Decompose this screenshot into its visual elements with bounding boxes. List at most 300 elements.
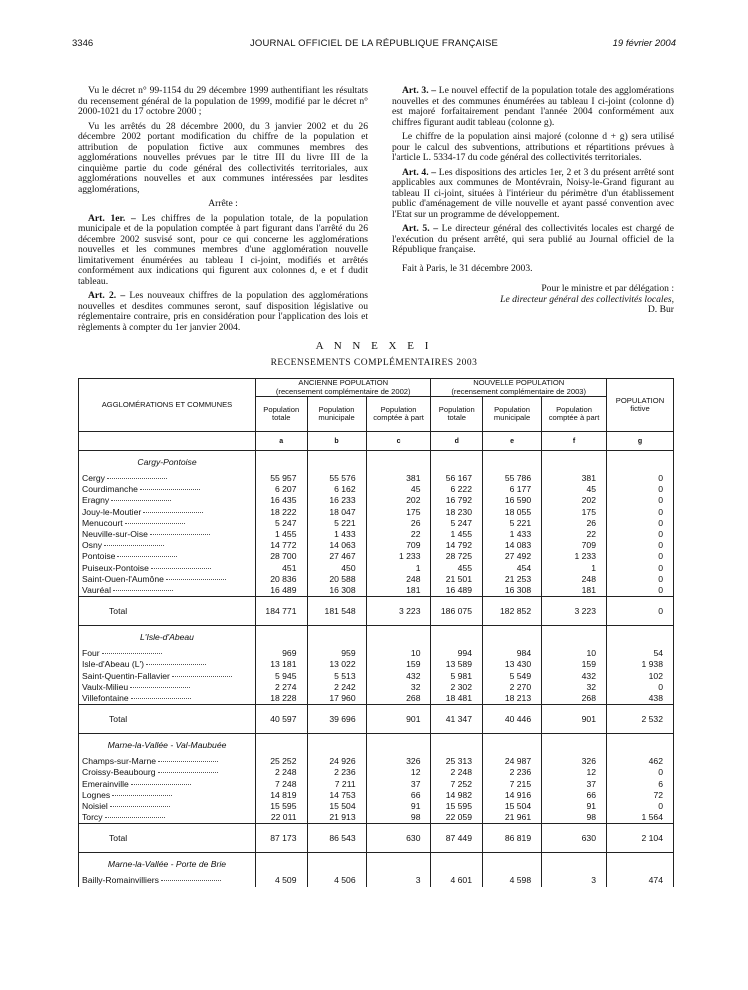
population-cell: 248 bbox=[366, 574, 431, 585]
column-header-f: Population comptée à part bbox=[542, 397, 607, 432]
leader-dots bbox=[158, 772, 218, 773]
population-cell: 25 313 bbox=[431, 756, 483, 767]
population-cell: 14 063 bbox=[307, 540, 366, 551]
total-row bbox=[79, 824, 674, 853]
population-cell: 20 588 bbox=[307, 574, 366, 585]
table-row bbox=[79, 518, 674, 529]
population-cell: 16 792 bbox=[431, 495, 483, 506]
section-blank-cell bbox=[431, 626, 483, 649]
letter-cell: a bbox=[256, 432, 308, 451]
total-label: Total bbox=[79, 705, 256, 734]
section-blank-cell bbox=[607, 451, 674, 474]
column-header-a: Population totale bbox=[256, 397, 308, 432]
population-cell: 27 492 bbox=[482, 551, 541, 562]
commune-name bbox=[79, 693, 256, 705]
population-cell: 55 786 bbox=[482, 473, 541, 484]
population-cell: 0 bbox=[607, 801, 674, 812]
table-row bbox=[79, 682, 674, 693]
population-cell: 102 bbox=[607, 671, 674, 682]
table-row bbox=[79, 790, 674, 801]
population-cell: 21 501 bbox=[431, 574, 483, 585]
population-cell: 1 233 bbox=[366, 551, 431, 562]
table-row bbox=[79, 529, 674, 540]
section-blank-cell bbox=[366, 626, 431, 649]
commune-name bbox=[79, 507, 256, 518]
letter-cell: b bbox=[307, 432, 366, 451]
letter-cell-blank bbox=[79, 432, 256, 451]
population-cell: 4 506 bbox=[307, 875, 366, 886]
population-cell: 994 bbox=[431, 648, 483, 659]
section-blank-cell bbox=[307, 734, 366, 757]
total-row bbox=[79, 705, 674, 734]
commune-name-text: Croissy-Beaubourg bbox=[82, 767, 156, 778]
population-cell: 709 bbox=[542, 540, 607, 551]
table-body bbox=[79, 432, 674, 887]
population-cell: 22 059 bbox=[431, 812, 483, 824]
section-blank-cell bbox=[307, 626, 366, 649]
population-cell: 0 bbox=[607, 682, 674, 693]
article-4 bbox=[392, 168, 674, 221]
population-cell: 18 047 bbox=[307, 507, 366, 518]
total-cell: 0 bbox=[607, 597, 674, 626]
leader-dots bbox=[105, 817, 165, 818]
population-cell: 6 177 bbox=[482, 484, 541, 495]
commune-name bbox=[79, 801, 256, 812]
commune-name-text: Cergy bbox=[82, 473, 105, 483]
column-group-old bbox=[256, 379, 431, 397]
commune-name-text: Isle-d'Abeau (L') bbox=[82, 659, 145, 670]
population-cell: 15 504 bbox=[482, 801, 541, 812]
population-cell: 15 504 bbox=[307, 801, 366, 812]
population-cell: 2 248 bbox=[256, 767, 308, 778]
population-cell: 18 055 bbox=[482, 507, 541, 518]
population-cell: 984 bbox=[482, 648, 541, 659]
table-row bbox=[79, 812, 674, 824]
total-cell: 3 223 bbox=[542, 597, 607, 626]
population-cell: 4 601 bbox=[431, 875, 483, 886]
leader-dots bbox=[143, 512, 203, 513]
section-blank-cell bbox=[256, 451, 308, 474]
column-header-b: Population municipale bbox=[307, 397, 366, 432]
commune-name bbox=[79, 540, 256, 551]
leader-dots bbox=[102, 653, 162, 654]
section-blank-cell bbox=[431, 853, 483, 876]
leader-dots bbox=[117, 556, 177, 557]
column-group-new-title: NOUVELLE POPULATION bbox=[473, 378, 565, 387]
column-header-c: Population comptée à part bbox=[366, 397, 431, 432]
commune-name-text: Pontoise bbox=[82, 551, 116, 562]
population-cell: 7 215 bbox=[482, 779, 541, 790]
table-row bbox=[79, 585, 674, 597]
issue-date: 19 février 2004 bbox=[612, 38, 676, 49]
population-cell: 474 bbox=[607, 875, 674, 886]
article-4-text: Les dispositions des articles 1er, 2 et 3 du présent arrêté sont applicables aux communes de Montévrain, Noisy-le-Grand figurant au tableau II ci-joint, situées à l'intérieur du périmètre d'un établissement public d'aménagement de ville nouvelle et ayant passé convention avec l'Etat sur un programme de développement. bbox=[392, 166, 674, 220]
population-cell: 0 bbox=[607, 563, 674, 574]
population-cell: 454 bbox=[482, 563, 541, 574]
population-cell: 326 bbox=[542, 756, 607, 767]
leader-dots bbox=[104, 545, 164, 546]
section-blank-cell bbox=[542, 853, 607, 876]
population-cell: 0 bbox=[607, 484, 674, 495]
population-cell: 16 308 bbox=[307, 585, 366, 597]
population-cell: 0 bbox=[607, 495, 674, 506]
total-cell: 901 bbox=[542, 705, 607, 734]
total-cell: 901 bbox=[366, 705, 431, 734]
population-cell: 5 221 bbox=[307, 518, 366, 529]
population-cell: 202 bbox=[366, 495, 431, 506]
population-cell: 181 bbox=[542, 585, 607, 597]
leader-dots bbox=[130, 687, 190, 688]
population-cell: 18 213 bbox=[482, 693, 541, 705]
section-blank-cell bbox=[542, 626, 607, 649]
population-cell: 268 bbox=[542, 693, 607, 705]
commune-name-text: Emerainville bbox=[82, 778, 129, 789]
section-blank-cell bbox=[431, 451, 483, 474]
column-header-d: Population totale bbox=[431, 397, 483, 432]
population-cell: 45 bbox=[366, 484, 431, 495]
table-row bbox=[79, 767, 674, 778]
population-cell: 0 bbox=[607, 507, 674, 518]
leader-dots bbox=[166, 579, 226, 580]
table-row bbox=[79, 756, 674, 767]
population-cell: 56 167 bbox=[431, 473, 483, 484]
population-cell: 91 bbox=[542, 801, 607, 812]
signature-title-text: Le directeur général des collectivités locales, bbox=[500, 293, 674, 305]
annexe-subtitle: RECENSEMENTS COMPLÉMENTAIRES 2003 bbox=[270, 358, 478, 368]
leader-dots bbox=[161, 880, 221, 881]
population-cell: 17 960 bbox=[307, 693, 366, 705]
population-cell: 1 433 bbox=[307, 529, 366, 540]
population-cell: 26 bbox=[366, 518, 431, 529]
population-cell: 54 bbox=[607, 648, 674, 659]
total-cell: 630 bbox=[366, 824, 431, 853]
population-cell: 91 bbox=[366, 801, 431, 812]
population-cell: 6 222 bbox=[431, 484, 483, 495]
signature-title bbox=[392, 295, 674, 306]
total-cell: 87 173 bbox=[256, 824, 308, 853]
commune-name bbox=[79, 551, 256, 562]
commune-name bbox=[79, 473, 256, 484]
commune-name bbox=[79, 756, 256, 767]
section-blank-cell bbox=[607, 626, 674, 649]
total-cell: 630 bbox=[542, 824, 607, 853]
commune-name-text: Saint-Quentin-Fallavier bbox=[82, 670, 170, 681]
section-blank-cell bbox=[366, 734, 431, 757]
population-cell: 12 bbox=[366, 767, 431, 778]
population-cell: 450 bbox=[307, 563, 366, 574]
population-cell: 0 bbox=[607, 551, 674, 562]
population-cell: 7 248 bbox=[256, 779, 308, 790]
article-1 bbox=[78, 214, 368, 288]
section-header-row bbox=[79, 451, 674, 474]
commune-name bbox=[79, 648, 256, 659]
commune-name-text: Eragny bbox=[82, 495, 110, 506]
column-letters-row bbox=[79, 432, 674, 451]
section-name: Cargy-Pontoise bbox=[79, 451, 256, 474]
left-text-column bbox=[78, 86, 368, 337]
population-cell: 381 bbox=[366, 473, 431, 484]
total-cell: 86 543 bbox=[307, 824, 366, 853]
population-cell: 0 bbox=[607, 473, 674, 484]
commune-name-text: Vaulx-Milieu bbox=[82, 681, 129, 692]
section-blank-cell bbox=[482, 451, 541, 474]
commune-name-text: Menucourt bbox=[82, 517, 123, 528]
population-cell: 21 253 bbox=[482, 574, 541, 585]
section-header-row bbox=[79, 853, 674, 876]
table-row bbox=[79, 551, 674, 562]
population-cell: 25 252 bbox=[256, 756, 308, 767]
population-cell: 5 549 bbox=[482, 671, 541, 682]
population-cell: 2 270 bbox=[482, 682, 541, 693]
leader-dots bbox=[125, 523, 185, 524]
table-row bbox=[79, 507, 674, 518]
total-label: Total bbox=[79, 824, 256, 853]
population-cell: 16 489 bbox=[431, 585, 483, 597]
commune-name-text: Champs-sur-Marne bbox=[82, 756, 157, 767]
population-cell: 27 467 bbox=[307, 551, 366, 562]
article-2-label: Art. 2. – bbox=[88, 290, 126, 301]
population-cell: 1 233 bbox=[542, 551, 607, 562]
population-cell: 15 595 bbox=[256, 801, 308, 812]
population-cell: 16 435 bbox=[256, 495, 308, 506]
population-cell: 2 302 bbox=[431, 682, 483, 693]
leader-dots bbox=[131, 698, 191, 699]
population-cell: 22 011 bbox=[256, 812, 308, 824]
column-group-new bbox=[431, 379, 607, 397]
commune-name bbox=[79, 518, 256, 529]
signature-name: D. Bur bbox=[647, 304, 674, 315]
total-cell: 87 449 bbox=[431, 824, 483, 853]
population-cell: 18 222 bbox=[256, 507, 308, 518]
population-cell: 22 bbox=[542, 529, 607, 540]
total-cell: 40 446 bbox=[482, 705, 541, 734]
population-cell: 21 913 bbox=[307, 812, 366, 824]
table-row bbox=[79, 484, 674, 495]
population-cell: 1 bbox=[366, 563, 431, 574]
letter-cell: f bbox=[542, 432, 607, 451]
letter-cell: e bbox=[482, 432, 541, 451]
population-cell: 175 bbox=[366, 507, 431, 518]
column-header-e: Population municipale bbox=[482, 397, 541, 432]
population-cell: 98 bbox=[542, 812, 607, 824]
population-cell: 98 bbox=[366, 812, 431, 824]
population-cell: 709 bbox=[366, 540, 431, 551]
table-row bbox=[79, 574, 674, 585]
section-blank-cell bbox=[482, 853, 541, 876]
population-cell: 24 987 bbox=[482, 756, 541, 767]
leader-dots bbox=[150, 534, 210, 535]
total-row bbox=[79, 597, 674, 626]
article-1-label: Art. 1er. – bbox=[88, 212, 136, 224]
population-cell: 451 bbox=[256, 563, 308, 574]
population-cell: 0 bbox=[607, 585, 674, 597]
population-cell: 1 455 bbox=[431, 529, 483, 540]
leader-dots bbox=[172, 676, 232, 677]
population-cell: 5 981 bbox=[431, 671, 483, 682]
commune-name bbox=[79, 779, 256, 790]
population-cell: 3 bbox=[366, 875, 431, 886]
total-cell: 181 548 bbox=[307, 597, 366, 626]
population-cell: 7 252 bbox=[431, 779, 483, 790]
population-cell: 381 bbox=[542, 473, 607, 484]
population-cell: 2 242 bbox=[307, 682, 366, 693]
commune-name bbox=[79, 790, 256, 801]
letter-cell: g bbox=[607, 432, 674, 451]
population-cell: 14 792 bbox=[431, 540, 483, 551]
section-blank-cell bbox=[431, 734, 483, 757]
commune-name bbox=[79, 875, 256, 886]
commune-name-text: Courdimanche bbox=[82, 484, 138, 495]
population-cell: 10 bbox=[542, 648, 607, 659]
population-cell: 2 236 bbox=[307, 767, 366, 778]
leader-dots bbox=[140, 489, 200, 490]
population-cell: 32 bbox=[542, 682, 607, 693]
total-cell: 2 532 bbox=[607, 705, 674, 734]
commune-name bbox=[79, 682, 256, 693]
commune-name bbox=[79, 671, 256, 682]
population-cell: 13 181 bbox=[256, 659, 308, 670]
section-header-row bbox=[79, 626, 674, 649]
population-cell: 28 725 bbox=[431, 551, 483, 562]
population-cell: 0 bbox=[607, 529, 674, 540]
section-blank-cell bbox=[256, 853, 308, 876]
population-cell: 15 595 bbox=[431, 801, 483, 812]
population-cell: 6 162 bbox=[307, 484, 366, 495]
commune-name-text: Puiseux-Pontoise bbox=[82, 562, 149, 573]
section-blank-cell bbox=[366, 451, 431, 474]
population-cell: 432 bbox=[542, 671, 607, 682]
leader-dots bbox=[111, 500, 171, 501]
column-header-communes: AGGLOMÉRATIONS ET COMMUNES bbox=[79, 379, 256, 432]
population-cell: 45 bbox=[542, 484, 607, 495]
paragraph-chiffre: Le chiffre de la population ainsi majoré (colonne d + g) sera utilisé pour le calcul des subventions, attributions et répartitions prévues à l'article L. 5334-17 du code général des collectivités territoriales. bbox=[392, 131, 674, 163]
table-row bbox=[79, 693, 674, 705]
article-2 bbox=[78, 291, 368, 333]
population-table bbox=[78, 378, 674, 887]
population-cell: 432 bbox=[366, 671, 431, 682]
commune-name bbox=[79, 574, 256, 585]
population-cell: 14 083 bbox=[482, 540, 541, 551]
letter-cell: d bbox=[431, 432, 483, 451]
population-cell: 66 bbox=[366, 790, 431, 801]
total-cell: 40 597 bbox=[256, 705, 308, 734]
population-cell: 181 bbox=[366, 585, 431, 597]
article-3-text: Le nouvel effectif de la population totale des agglomérations nouvelles et des communes énumérées au tableau I ci-joint (colonne d) est majoré forfaitairement pendant l'année 2004 conformément aux chiffres figurant audit tableau (colonne g). bbox=[392, 85, 674, 128]
population-cell: 18 230 bbox=[431, 507, 483, 518]
population-cell: 0 bbox=[607, 574, 674, 585]
section-name: Marne-la-Vallée - Porte de Brie bbox=[79, 853, 256, 876]
total-cell: 39 696 bbox=[307, 705, 366, 734]
population-cell: 7 211 bbox=[307, 779, 366, 790]
population-cell: 20 836 bbox=[256, 574, 308, 585]
population-cell: 1 938 bbox=[607, 659, 674, 670]
journal-title: JOURNAL OFFICIEL DE LA RÉPUBLIQUE FRANÇAISE bbox=[249, 38, 499, 49]
population-cell: 5 221 bbox=[482, 518, 541, 529]
commune-name bbox=[79, 585, 256, 597]
population-cell: 14 753 bbox=[307, 790, 366, 801]
total-cell: 182 852 bbox=[482, 597, 541, 626]
signature-date: Fait à Paris, le 31 décembre 2003. bbox=[402, 262, 533, 274]
leader-dots bbox=[113, 590, 173, 591]
population-cell: 16 590 bbox=[482, 495, 541, 506]
population-cell: 26 bbox=[542, 518, 607, 529]
population-cell: 13 589 bbox=[431, 659, 483, 670]
total-label: Total bbox=[79, 597, 256, 626]
population-cell: 22 bbox=[366, 529, 431, 540]
total-cell: 186 075 bbox=[431, 597, 483, 626]
population-cell: 16 308 bbox=[482, 585, 541, 597]
population-cell: 5 247 bbox=[256, 518, 308, 529]
population-cell: 55 957 bbox=[256, 473, 308, 484]
section-blank-cell bbox=[256, 626, 308, 649]
section-name: L'Isle-d'Abeau bbox=[79, 626, 256, 649]
population-cell: 959 bbox=[307, 648, 366, 659]
commune-name bbox=[79, 529, 256, 540]
article-1-text: Les chiffres de la population totale, de la population municipale et de la population comptée à part figurant dans l'arrêté du 26 décembre 2002 susvisé sont, pour ce qui concerne les agglomérations nouvelles et les communes membres d'une agglomération nouvelle limitativement énumérées au tableau I ci-joint, modifiés et arrêtés conformément aux indications qui figurent aux colonnes d, e et f dudit tableau. bbox=[78, 212, 368, 287]
table-row bbox=[79, 779, 674, 790]
population-cell: 21 961 bbox=[482, 812, 541, 824]
leader-dots bbox=[151, 568, 211, 569]
population-cell: 24 926 bbox=[307, 756, 366, 767]
population-cell: 3 bbox=[542, 875, 607, 886]
table-row bbox=[79, 648, 674, 659]
population-cell: 28 700 bbox=[256, 551, 308, 562]
commune-name bbox=[79, 484, 256, 495]
section-blank-cell bbox=[482, 734, 541, 757]
population-cell: 66 bbox=[542, 790, 607, 801]
annexe-title: A N N E X E I bbox=[315, 340, 433, 352]
commune-name bbox=[79, 659, 256, 670]
leader-dots bbox=[131, 784, 191, 785]
page-header bbox=[72, 38, 676, 52]
population-cell: 2 248 bbox=[431, 767, 483, 778]
population-cell: 1 433 bbox=[482, 529, 541, 540]
population-cell: 14 819 bbox=[256, 790, 308, 801]
total-cell: 184 771 bbox=[256, 597, 308, 626]
table-row bbox=[79, 495, 674, 506]
column-group-old-subtitle: (recensement complémentaire de 2002) bbox=[275, 386, 411, 396]
commune-name-text: Four bbox=[82, 648, 100, 659]
table-row bbox=[79, 563, 674, 574]
population-cell: 1 bbox=[542, 563, 607, 574]
population-cell: 12 bbox=[542, 767, 607, 778]
leader-dots bbox=[158, 761, 218, 762]
total-cell: 41 347 bbox=[431, 705, 483, 734]
population-cell: 268 bbox=[366, 693, 431, 705]
table-row bbox=[79, 540, 674, 551]
signature-delegation: Pour le ministre et par délégation : bbox=[541, 283, 674, 294]
section-name: Marne-la-Vallée - Val-Maubuée bbox=[79, 734, 256, 757]
population-cell: 18 228 bbox=[256, 693, 308, 705]
population-cell: 326 bbox=[366, 756, 431, 767]
leader-dots bbox=[110, 806, 170, 807]
population-cell: 159 bbox=[542, 659, 607, 670]
table-row bbox=[79, 671, 674, 682]
population-cell: 438 bbox=[607, 693, 674, 705]
population-cell: 14 772 bbox=[256, 540, 308, 551]
leader-dots bbox=[107, 478, 167, 479]
population-cell: 175 bbox=[542, 507, 607, 518]
population-cell: 16 489 bbox=[256, 585, 308, 597]
article-2-text: Les nouveaux chiffres de la population des agglomérations nouvelles et desdites communes seront, sauf disposition législative ou réglementaire contraire, pris en considération pour l'application des lois et règlements à compter du 1er janvier 2004. bbox=[78, 290, 368, 333]
right-text-column bbox=[392, 86, 674, 316]
population-cell: 5 513 bbox=[307, 671, 366, 682]
population-cell: 0 bbox=[607, 518, 674, 529]
commune-name-text: Osny bbox=[82, 540, 103, 551]
commune-name bbox=[79, 563, 256, 574]
commune-name-text: Saint-Ouen-l'Aumône bbox=[82, 573, 164, 584]
paragraph-arretes: Vu les arrêtés du 28 décembre 2000, du 3 janvier 2002 et du 26 décembre 2002 portant modification du chiffre de la population et attribution de population fictive aux communes membres des agglomérations nouvelles prévues par le titre III du livre III de la cinquième partie du code général des collectivités territoriales, aux agglomérations nouvelles et aux communes intéressées par lesdites agglomérations, bbox=[78, 120, 368, 195]
